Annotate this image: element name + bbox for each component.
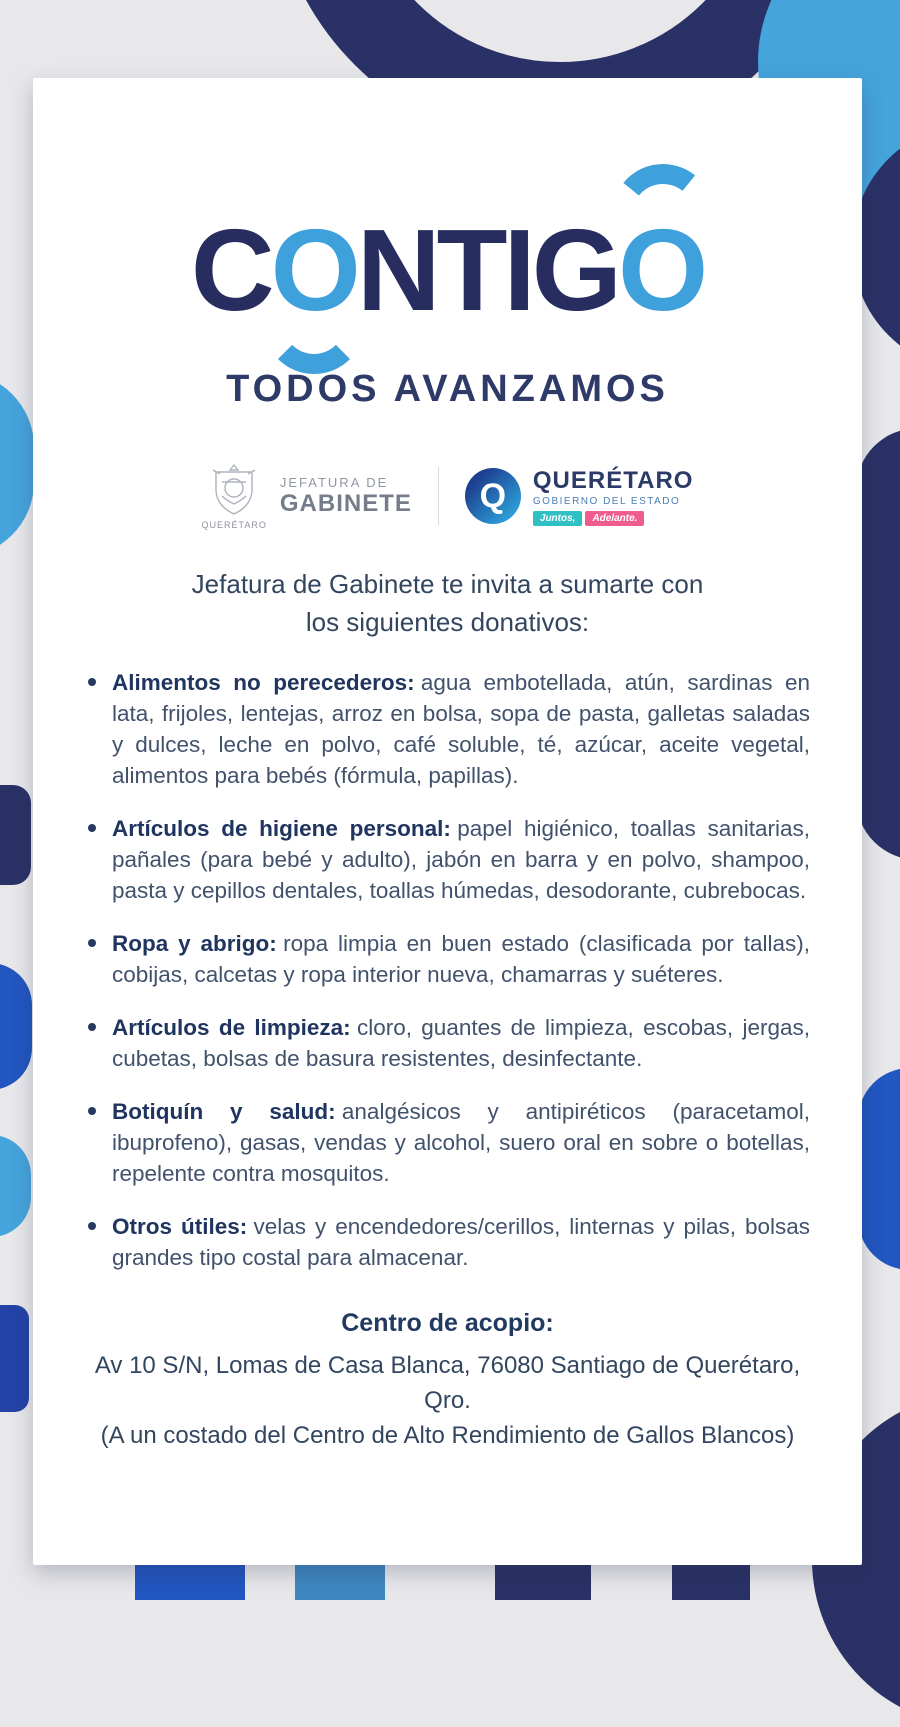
jefatura-text	[280, 475, 412, 518]
item-title: Artículos de limpieza:	[112, 1015, 351, 1040]
bullet-icon	[88, 824, 96, 832]
item-title: Artículos de higiene personal:	[112, 816, 451, 841]
item-text: analgésicos y antipiréticos (paracetamol, ibuprofeno), gasas, vendas y alcohol, suero oral en sobre o botellas, repelente contra mosquitos.	[112, 1099, 811, 1186]
logo-letters-ntig: NTIG	[356, 205, 618, 335]
jefatura-logo	[202, 462, 412, 530]
logo-divider	[438, 467, 439, 525]
logo-letter-o-first: O	[271, 212, 357, 328]
bg-left-band-royal	[0, 963, 32, 1090]
item-text: ropa limpia en buen estado (clasificada por tallas), cobijas, calcetas y ropa interior nueva, chamarras y suéteres.	[112, 931, 811, 987]
coat-of-arms	[202, 462, 267, 530]
collection-center-heading: Centro de acopio:	[341, 1309, 554, 1337]
list-item-botiquin	[85, 1096, 810, 1189]
donation-list	[85, 667, 810, 1273]
logo-letter-c: C	[190, 205, 271, 335]
q-letter: Q	[479, 476, 507, 515]
bullet-icon	[88, 1222, 96, 1230]
collection-center-note: (A un costado del Centro de Alto Rendimiento de Gallos Blancos)	[100, 1422, 795, 1449]
flyer-card	[33, 78, 862, 1565]
item-title: Alimentos no perecederos:	[112, 670, 415, 695]
list-item-alimentos	[85, 667, 810, 791]
item-text: papel higiénico, toallas sanitarias, pañales (para bebé y adulto), jabón en barra y en polvo, shampoo, pasta y cepillos dentales, toallas húmedas, desodorante, cubrebocas.	[112, 816, 810, 903]
queretaro-text	[533, 467, 694, 526]
contigo-logo	[85, 205, 810, 335]
q-circle-icon	[465, 468, 521, 524]
queretaro-subtitle: GOBIERNO DEL ESTADO	[532, 495, 681, 507]
collection-center-address: Av 10 S/N, Lomas de Casa Blanca, 76080 Santiago de Querétaro, Qro.	[94, 1352, 801, 1414]
item-text: velas y encendedores/cerillos, linternas y pilas, bolsas grandes tipo costal para almacenar.	[112, 1214, 810, 1270]
crest-caption: QUERÉTARO	[201, 520, 267, 530]
slogan-badge-juntos: Juntos,	[533, 511, 583, 526]
partner-logos-row	[85, 453, 810, 539]
invitation-line2: los siguientes donativos:	[305, 607, 590, 637]
invitation-text	[85, 565, 810, 641]
queretaro-logo	[465, 467, 694, 526]
list-item-ropa	[85, 928, 810, 990]
bg-bottom-bar-steel	[295, 1560, 385, 1600]
item-title: Botiquín y salud:	[112, 1099, 336, 1124]
jefatura-line1: JEFATURA DE	[279, 474, 389, 490]
list-item-limpieza	[85, 1012, 810, 1074]
list-item-otros	[85, 1211, 810, 1273]
list-item-higiene	[85, 813, 810, 906]
slogan-badges	[533, 511, 694, 526]
bullet-icon	[88, 1023, 96, 1031]
bg-left-band-royal2	[0, 1305, 29, 1412]
invitation-line1: Jefatura de Gabinete te invita a sumarte con	[191, 569, 704, 599]
bullet-icon	[88, 1107, 96, 1115]
collection-center	[85, 1309, 810, 1453]
item-title: Ropa y abrigo:	[112, 931, 277, 956]
slogan-badge-adelante: Adelante.	[585, 511, 644, 526]
bullet-icon	[88, 939, 96, 947]
crest-icon	[208, 462, 260, 518]
bg-right-band-royal	[858, 1068, 900, 1270]
item-title: Otros útiles:	[112, 1214, 248, 1239]
bullet-icon	[88, 678, 96, 686]
tagline: TODOS AVANZAMOS	[226, 368, 669, 410]
jefatura-line2: GABINETE	[279, 489, 412, 517]
item-text: cloro, guantes de limpieza, escobas, jergas, cubetas, bolsas de basura resistentes, desinfectante.	[112, 1015, 810, 1071]
queretaro-name: QUERÉTARO	[532, 466, 694, 494]
item-text: agua embotellada, atún, sardinas en lata, frijoles, lentejas, arroz en bolsa, sopa de pasta, galletas saladas y dulces, leche en polvo, café soluble, té, azúcar, aceite vegetal, alimentos para bebés (fórmula, papillas).	[112, 670, 810, 788]
bg-left-band-blue2	[0, 1135, 31, 1237]
logo-letter-o-last: O	[618, 212, 704, 328]
bg-left-band-blue	[0, 372, 34, 557]
bg-right-band-navy	[856, 428, 900, 860]
bg-left-band-navy	[0, 785, 31, 885]
